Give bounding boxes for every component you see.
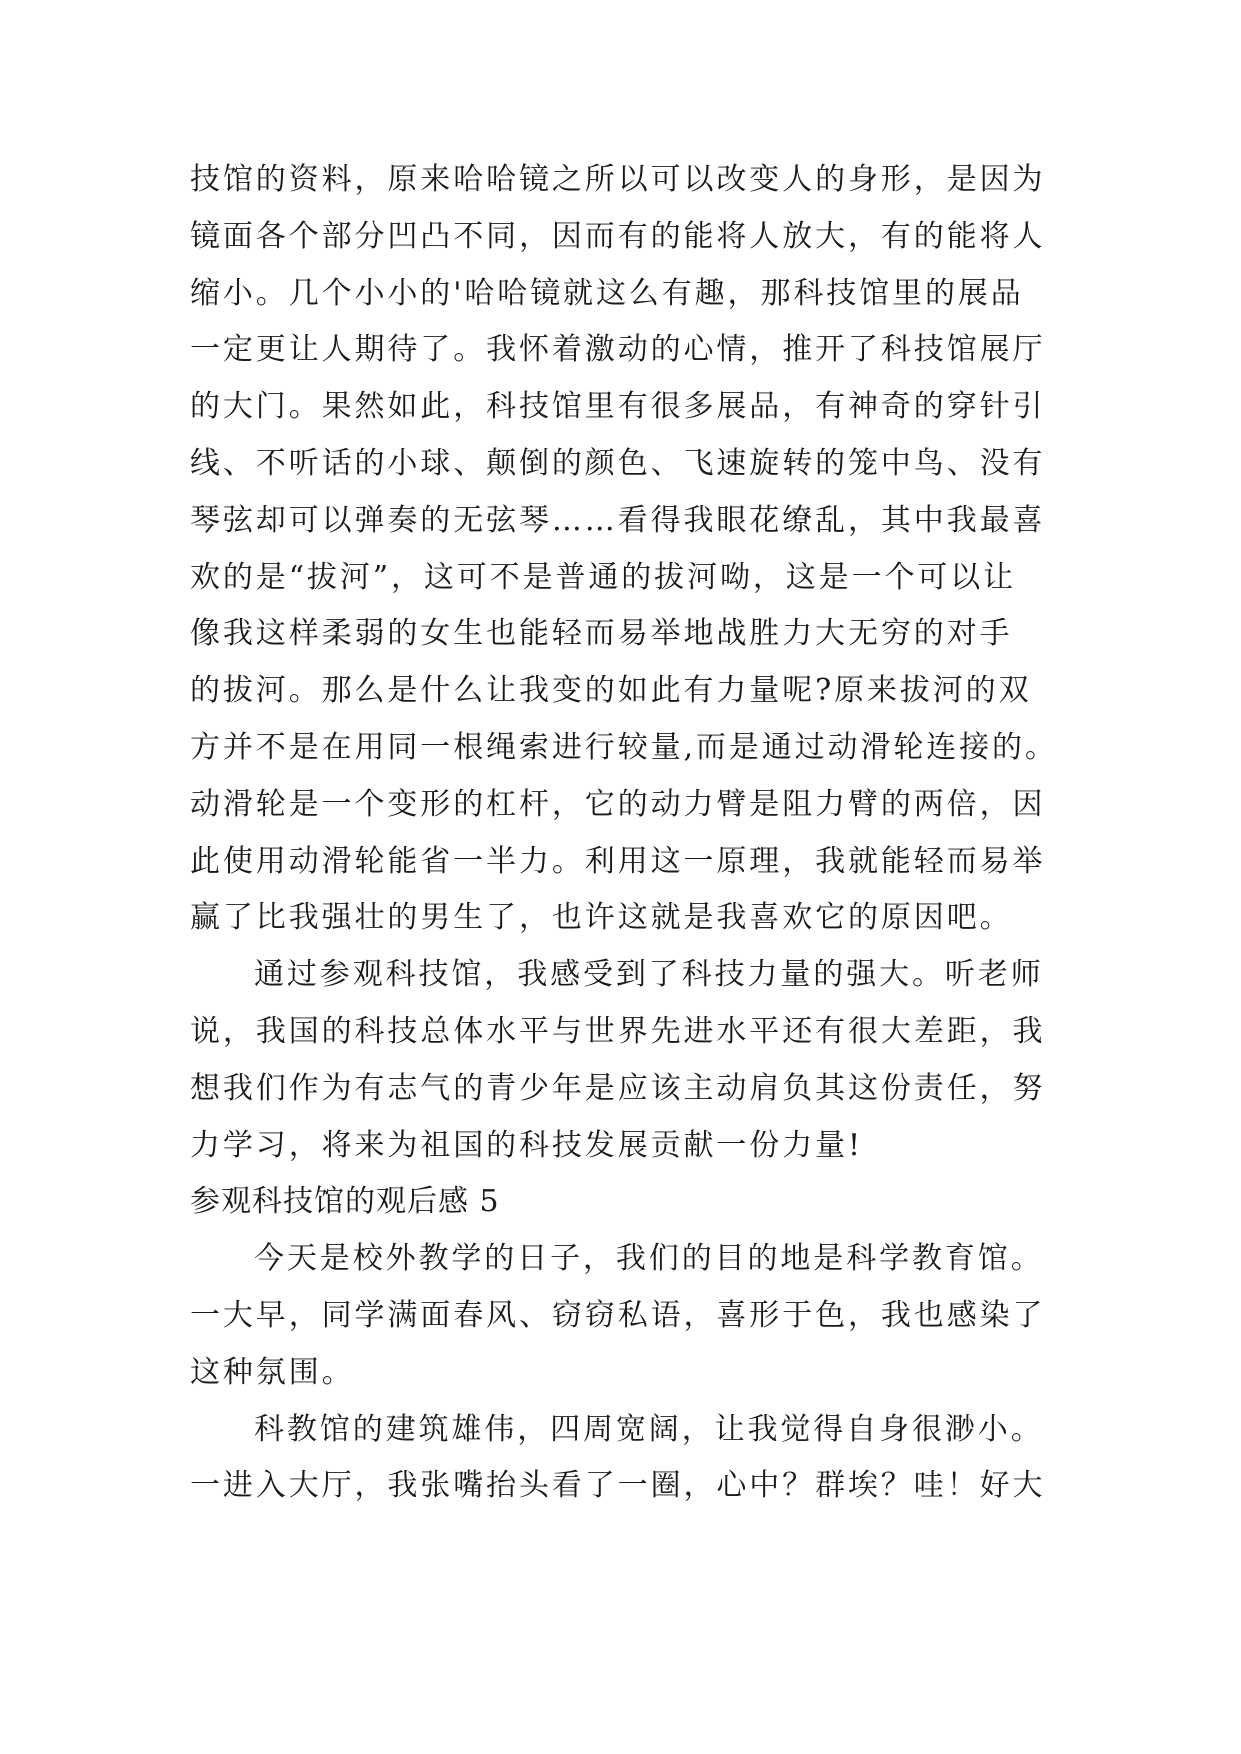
text-line: 缩小。几个小小的'哈哈镜就这么有趣，那科技馆里的展品 xyxy=(190,275,1024,311)
text-line: 一定更让人期待了。我怀着激动的心情，推开了科技馆展厅 xyxy=(190,332,1046,368)
text-line: 一进入大厅，我张嘴抬头看了一圈，心中？群埃？哇！好大 xyxy=(190,1468,1046,1504)
text-line: 想我们作为有志气的青少年是应该主动肩负其这份责任，努 xyxy=(190,1070,1046,1106)
text-line: 方并不是在用同一根绳索进行较量,而是通过动滑轮连接的。 xyxy=(190,729,1058,765)
text-line: 力学习，将来为祖国的科技发展贡献一份力量! xyxy=(190,1127,863,1163)
text-line: 赢了比我强壮的男生了，也许这就是我喜欢它的原因吧。 xyxy=(190,900,1013,936)
text-line: 技馆的资料，原来哈哈镜之所以可以改变人的身形，是因为 xyxy=(190,162,1046,197)
text-line: 镜面各个部分凹凸不同，因而有的能将人放大，有的能将人 xyxy=(190,218,1046,254)
text-line: 的大门。果然如此，科技馆里有很多展品，有神奇的穿针引 xyxy=(190,389,1046,425)
section-heading: 参观科技馆的观后感 5 xyxy=(190,1184,500,1220)
text-line: 动滑轮是一个变形的杠杆，它的动力臂是阻力臂的两倍，因 xyxy=(190,786,1046,822)
paragraph-first-line: 通过参观科技馆，我感受到了科技力量的强大。听老师 xyxy=(254,957,1044,993)
paragraph-first-line: 今天是校外教学的日子，我们的目的地是科学教育馆。 xyxy=(254,1241,1044,1277)
text-line: 琴弦却可以弹奏的无弦琴……看得我眼花缭乱，其中我最喜 xyxy=(190,502,1046,538)
text-line: 说，我国的科技总体水平与世界先进水平还有很大差距，我 xyxy=(190,1013,1046,1049)
text-line: 欢的是“拔河”，这可不是普通的拔河呦，这是一个可以让 xyxy=(190,559,1017,595)
text-line: 一大早，同学满面春风、窃窃私语，喜形于色，我也感染了 xyxy=(190,1297,1046,1333)
text-line: 的拔河。那么是什么让我变的如此有力量呢?原来拔河的双 xyxy=(190,673,1032,709)
document-body xyxy=(190,152,1070,1515)
paragraph-first-line: 科教馆的建筑雄伟，四周宽阔，让我觉得自身很渺小。 xyxy=(254,1411,1044,1447)
text-line: 线、不听话的小球、颠倒的颜色、飞速旋转的笼中鸟、没有 xyxy=(190,445,1046,481)
text-line: 这种氛围。 xyxy=(190,1354,355,1390)
text-line: 此使用动滑轮能省一半力。利用这一原理，我就能轻而易举 xyxy=(190,843,1046,879)
text-line: 像我这样柔弱的女生也能轻而易举地战胜力大无穷的对手 xyxy=(190,616,1013,652)
